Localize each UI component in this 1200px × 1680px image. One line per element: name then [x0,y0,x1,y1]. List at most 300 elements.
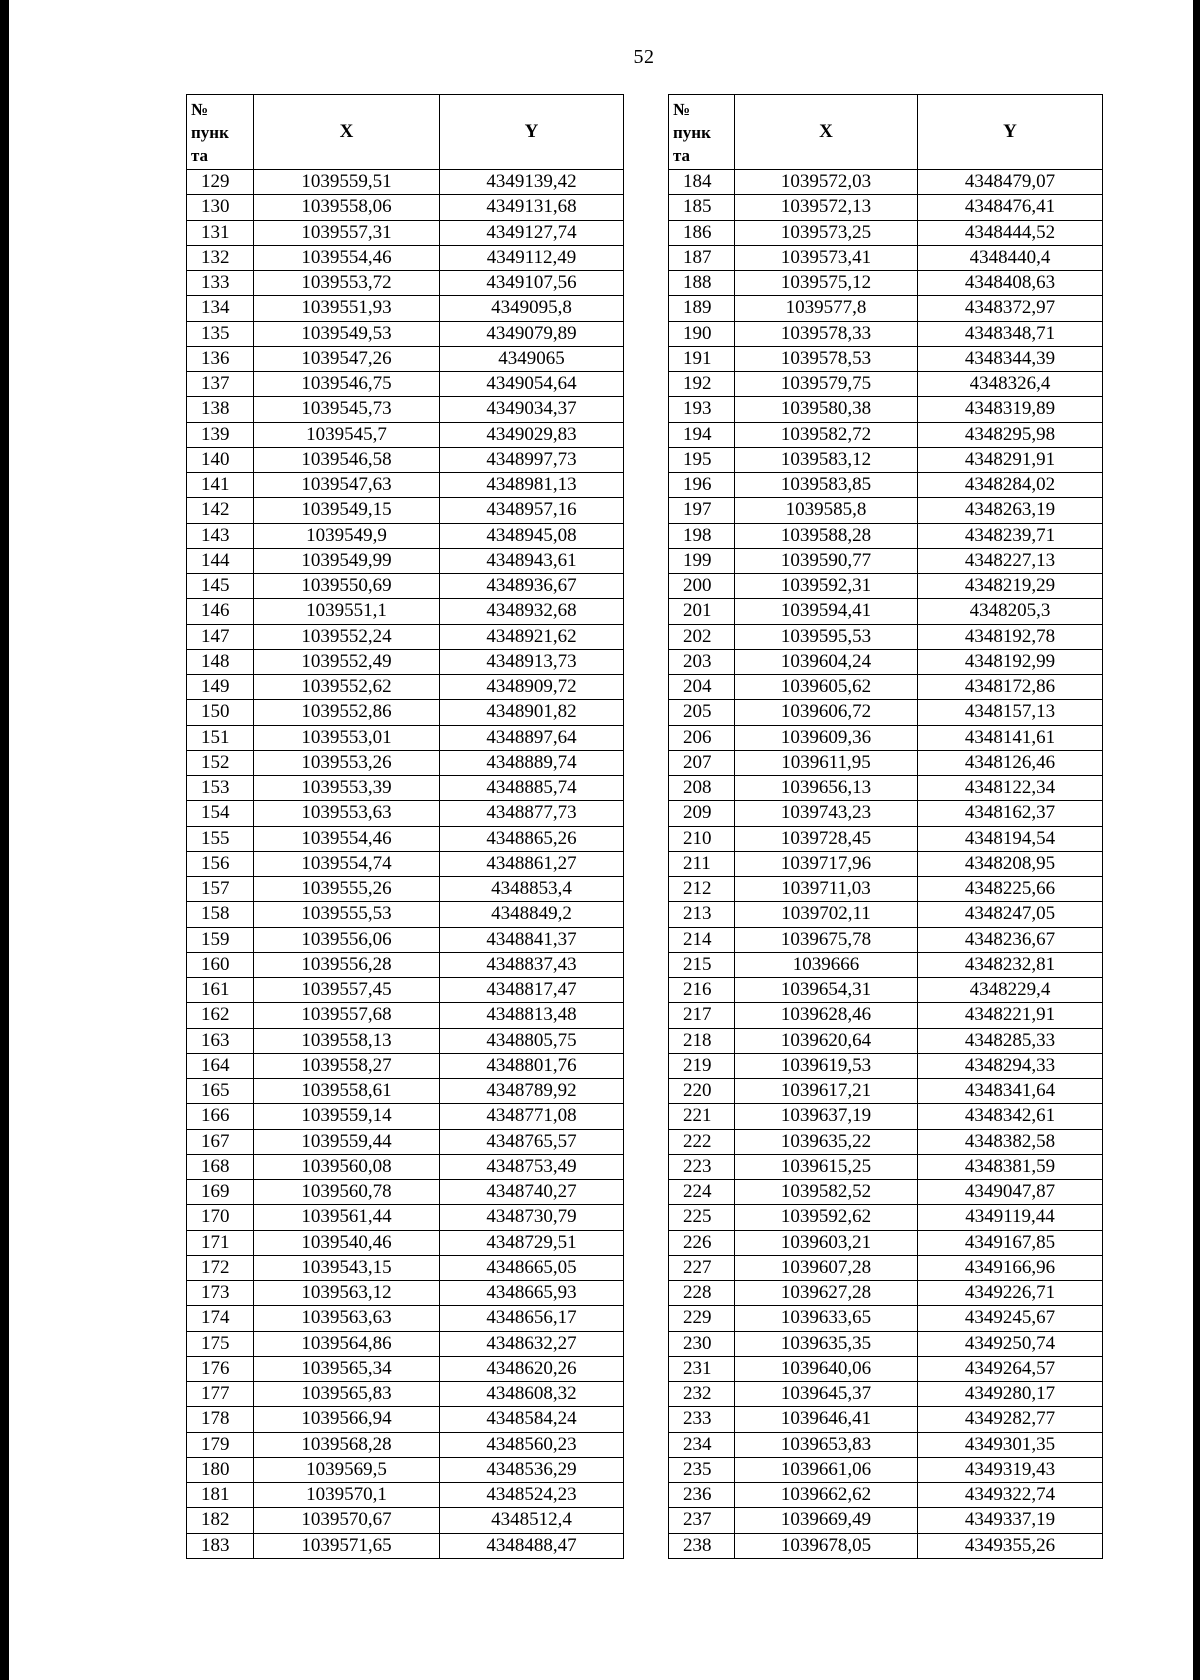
x-coordinate-cell: 1039620,64 [735,1028,918,1053]
y-coordinate-cell: 4348665,05 [440,1255,624,1280]
table-row [187,574,624,599]
y-column-header: Y [918,95,1103,170]
y-coordinate-cell: 4349131,68 [440,195,624,220]
x-coordinate-cell: 1039563,63 [254,1306,440,1331]
x-coordinate-cell: 1039553,63 [254,801,440,826]
header-num-sign: № [673,99,691,119]
point-number-cell: 154 [187,801,254,826]
scan-edge-left [0,0,9,1680]
y-coordinate-cell: 4349167,85 [918,1230,1103,1255]
y-coordinate-cell: 4348192,99 [918,649,1103,674]
table-row [669,321,1103,346]
y-coordinate-cell: 4348284,02 [918,473,1103,498]
table-row [669,599,1103,624]
table-row [187,1432,624,1457]
table-row [669,851,1103,876]
table-row [187,1382,624,1407]
point-number-cell: 142 [187,498,254,523]
y-coordinate-cell: 4348122,34 [918,776,1103,801]
y-coordinate-cell: 4348285,33 [918,1028,1103,1053]
x-coordinate-cell: 1039555,53 [254,902,440,927]
x-coordinate-cell: 1039565,34 [254,1356,440,1381]
x-coordinate-cell: 1039603,21 [735,1230,918,1255]
point-number-cell: 233 [669,1407,735,1432]
table-row [669,1306,1103,1331]
x-coordinate-cell: 1039556,28 [254,952,440,977]
point-number-cell: 196 [669,473,735,498]
y-coordinate-cell: 4348932,68 [440,599,624,624]
table-row [187,927,624,952]
y-coordinate-cell: 4348656,17 [440,1306,624,1331]
point-number-cell: 168 [187,1154,254,1179]
y-coordinate-cell: 4348488,47 [440,1533,624,1558]
x-coordinate-cell: 1039607,28 [735,1255,918,1280]
point-number-cell: 223 [669,1154,735,1179]
y-coordinate-cell: 4348236,67 [918,927,1103,952]
y-coordinate-cell: 4348342,61 [918,1104,1103,1129]
table-row [669,422,1103,447]
point-number-cell: 236 [669,1483,735,1508]
y-coordinate-cell: 4349245,67 [918,1306,1103,1331]
x-coordinate-cell: 1039549,9 [254,523,440,548]
table-row [669,877,1103,902]
coordinates-table-left [186,94,624,1559]
x-coordinate-cell: 1039551,1 [254,599,440,624]
y-coordinate-cell: 4348897,64 [440,725,624,750]
x-coordinate-cell: 1039552,86 [254,700,440,725]
point-number-cell: 210 [669,826,735,851]
x-coordinate-cell: 1039619,53 [735,1053,918,1078]
y-coordinate-cell: 4348227,13 [918,548,1103,573]
x-coordinate-cell: 1039575,12 [735,271,918,296]
point-number-cell: 227 [669,1255,735,1280]
table-row [669,574,1103,599]
y-coordinate-cell: 4348476,41 [918,195,1103,220]
y-coordinate-cell: 4349095,8 [440,296,624,321]
x-coordinate-cell: 1039592,31 [735,574,918,599]
point-number-cell: 234 [669,1432,735,1457]
point-number-cell: 144 [187,548,254,573]
y-coordinate-cell: 4348382,58 [918,1129,1103,1154]
x-coordinate-cell: 1039554,46 [254,245,440,270]
table-row [669,523,1103,548]
x-coordinate-cell: 1039558,61 [254,1079,440,1104]
x-coordinate-cell: 1039615,25 [735,1154,918,1179]
y-coordinate-cell: 4348841,37 [440,927,624,952]
table-row [187,1028,624,1053]
y-coordinate-cell: 4349355,26 [918,1533,1103,1558]
header-num-word-2: та [191,145,209,165]
point-number-cell: 129 [187,170,254,195]
x-coordinate-cell: 1039595,53 [735,624,918,649]
y-coordinate-cell: 4349301,35 [918,1432,1103,1457]
y-coordinate-cell: 4349139,42 [440,170,624,195]
point-number-cell: 165 [187,1079,254,1104]
y-coordinate-cell: 4348730,79 [440,1205,624,1230]
point-number-cell: 214 [669,927,735,952]
x-coordinate-cell: 1039578,53 [735,346,918,371]
x-coordinate-cell: 1039711,03 [735,877,918,902]
x-coordinate-cell: 1039606,72 [735,700,918,725]
table-row [187,877,624,902]
table-row [187,851,624,876]
x-coordinate-cell: 1039546,75 [254,372,440,397]
point-number-cell: 136 [187,346,254,371]
x-coordinate-cell: 1039556,06 [254,927,440,952]
point-number-cell: 133 [187,271,254,296]
point-number-cell: 219 [669,1053,735,1078]
x-coordinate-cell: 1039579,75 [735,372,918,397]
x-coordinate-cell: 1039557,31 [254,220,440,245]
x-coordinate-cell: 1039675,78 [735,927,918,952]
y-coordinate-cell: 4348560,23 [440,1432,624,1457]
point-number-cell: 188 [669,271,735,296]
table-row [669,776,1103,801]
table-row [187,952,624,977]
table-row [187,1053,624,1078]
x-coordinate-cell: 1039605,62 [735,675,918,700]
table-row [187,725,624,750]
y-coordinate-cell: 4349065 [440,346,624,371]
x-coordinate-cell: 1039550,69 [254,574,440,599]
table-row [669,1205,1103,1230]
x-coordinate-cell: 1039627,28 [735,1281,918,1306]
x-coordinate-cell: 1039557,45 [254,978,440,1003]
table-row [187,498,624,523]
table-row [669,1230,1103,1255]
y-coordinate-cell: 4348885,74 [440,776,624,801]
table-row [187,599,624,624]
y-coordinate-cell: 4348632,27 [440,1331,624,1356]
y-coordinate-cell: 4348239,71 [918,523,1103,548]
table-row [187,1180,624,1205]
point-number-cell: 137 [187,372,254,397]
x-coordinate-cell: 1039645,37 [735,1382,918,1407]
point-number-cell: 221 [669,1104,735,1129]
point-number-cell: 204 [669,675,735,700]
y-coordinate-cell: 4348901,82 [440,700,624,725]
x-coordinate-cell: 1039572,03 [735,170,918,195]
x-coordinate-cell: 1039554,74 [254,851,440,876]
x-coordinate-cell: 1039611,95 [735,750,918,775]
table-row [187,321,624,346]
point-number-cell: 190 [669,321,735,346]
point-number-cell: 208 [669,776,735,801]
y-coordinate-cell: 4348584,24 [440,1407,624,1432]
x-coordinate-cell: 1039669,49 [735,1508,918,1533]
point-number-cell: 141 [187,473,254,498]
table-row [669,801,1103,826]
point-number-cell: 149 [187,675,254,700]
y-coordinate-cell: 4348512,4 [440,1508,624,1533]
table-row [669,1079,1103,1104]
point-number-cell: 225 [669,1205,735,1230]
table-row [669,473,1103,498]
point-number-cell: 187 [669,245,735,270]
table-row [669,1356,1103,1381]
y-coordinate-cell: 4349119,44 [918,1205,1103,1230]
y-coordinate-cell: 4348813,48 [440,1003,624,1028]
table-row [187,1356,624,1381]
point-number-cell: 238 [669,1533,735,1558]
y-coordinate-cell: 4348877,73 [440,801,624,826]
x-coordinate-cell: 1039578,33 [735,321,918,346]
y-coordinate-cell: 4348232,81 [918,952,1103,977]
point-number-header [187,95,254,170]
table-row [669,826,1103,851]
point-number-cell: 156 [187,851,254,876]
x-coordinate-cell: 1039561,44 [254,1205,440,1230]
table-row [187,978,624,1003]
table-header-row [187,95,624,170]
x-coordinate-cell: 1039577,8 [735,296,918,321]
y-coordinate-cell: 4348909,72 [440,675,624,700]
x-coordinate-cell: 1039558,13 [254,1028,440,1053]
y-coordinate-cell: 4348524,23 [440,1483,624,1508]
point-number-cell: 237 [669,1508,735,1533]
table-row [669,1533,1103,1558]
point-number-cell: 160 [187,952,254,977]
table-row [669,927,1103,952]
x-coordinate-cell: 1039553,72 [254,271,440,296]
table-row [669,1129,1103,1154]
y-coordinate-cell: 4349322,74 [918,1483,1103,1508]
y-coordinate-cell: 4348294,33 [918,1053,1103,1078]
table-row [669,624,1103,649]
y-coordinate-cell: 4348344,39 [918,346,1103,371]
point-number-cell: 191 [669,346,735,371]
point-number-cell: 178 [187,1407,254,1432]
table-row [669,1407,1103,1432]
y-coordinate-cell: 4348381,59 [918,1154,1103,1179]
y-coordinate-cell: 4348608,32 [440,1382,624,1407]
y-coordinate-cell: 4348291,91 [918,447,1103,472]
table-row [669,1154,1103,1179]
x-coordinate-cell: 1039653,83 [735,1432,918,1457]
point-number-cell: 206 [669,725,735,750]
point-number-cell: 143 [187,523,254,548]
x-coordinate-cell: 1039717,96 [735,851,918,876]
point-number-cell: 163 [187,1028,254,1053]
table-row [187,649,624,674]
x-coordinate-cell: 1039568,28 [254,1432,440,1457]
y-coordinate-cell: 4348208,95 [918,851,1103,876]
point-number-cell: 235 [669,1457,735,1482]
point-number-cell: 164 [187,1053,254,1078]
table-row [669,750,1103,775]
table-row [669,1331,1103,1356]
y-coordinate-cell: 4349280,17 [918,1382,1103,1407]
x-coordinate-cell: 1039573,41 [735,245,918,270]
x-coordinate-cell: 1039678,05 [735,1533,918,1558]
x-coordinate-cell: 1039585,8 [735,498,918,523]
table-row [187,397,624,422]
x-coordinate-cell: 1039594,41 [735,599,918,624]
point-number-cell: 161 [187,978,254,1003]
x-coordinate-cell: 1039656,13 [735,776,918,801]
point-number-cell: 139 [187,422,254,447]
x-coordinate-cell: 1039551,93 [254,296,440,321]
x-coordinate-cell: 1039547,63 [254,473,440,498]
point-number-cell: 200 [669,574,735,599]
table-row [187,1483,624,1508]
point-number-cell: 181 [187,1483,254,1508]
point-number-cell: 157 [187,877,254,902]
point-number-cell: 134 [187,296,254,321]
table-row [187,1457,624,1482]
point-number-cell: 155 [187,826,254,851]
y-coordinate-cell: 4348805,75 [440,1028,624,1053]
y-coordinate-cell: 4348219,29 [918,574,1103,599]
point-number-cell: 226 [669,1230,735,1255]
point-number-cell: 167 [187,1129,254,1154]
x-coordinate-cell: 1039583,12 [735,447,918,472]
x-coordinate-cell: 1039666 [735,952,918,977]
point-number-cell: 186 [669,220,735,245]
x-coordinate-cell: 1039569,5 [254,1457,440,1482]
point-number-cell: 151 [187,725,254,750]
x-coordinate-cell: 1039564,86 [254,1331,440,1356]
y-coordinate-cell: 4348126,46 [918,750,1103,775]
table-row [187,296,624,321]
y-coordinate-cell: 4349319,43 [918,1457,1103,1482]
table-row [669,1483,1103,1508]
y-coordinate-cell: 4348849,2 [440,902,624,927]
x-coordinate-cell: 1039555,26 [254,877,440,902]
table-row [187,447,624,472]
point-number-cell: 216 [669,978,735,1003]
y-coordinate-cell: 4349282,77 [918,1407,1103,1432]
x-coordinate-cell: 1039565,83 [254,1382,440,1407]
table-row [669,498,1103,523]
table-row [669,447,1103,472]
y-coordinate-cell: 4348945,08 [440,523,624,548]
table-row [187,1255,624,1280]
y-coordinate-cell: 4348229,4 [918,978,1103,1003]
table-row [187,220,624,245]
x-coordinate-cell: 1039549,53 [254,321,440,346]
y-coordinate-cell: 4348921,62 [440,624,624,649]
y-coordinate-cell: 4348221,91 [918,1003,1103,1028]
y-coordinate-cell: 4349250,74 [918,1331,1103,1356]
y-coordinate-cell: 4349264,57 [918,1356,1103,1381]
x-coordinate-cell: 1039609,36 [735,725,918,750]
point-number-cell: 224 [669,1180,735,1205]
table-row [669,1457,1103,1482]
point-number-cell: 171 [187,1230,254,1255]
point-number-cell: 145 [187,574,254,599]
point-number-cell: 177 [187,1382,254,1407]
y-coordinate-cell: 4348889,74 [440,750,624,775]
x-coordinate-cell: 1039552,49 [254,649,440,674]
y-coordinate-cell: 4348444,52 [918,220,1103,245]
y-coordinate-cell: 4349226,71 [918,1281,1103,1306]
y-coordinate-cell: 4348740,27 [440,1180,624,1205]
table-row [187,473,624,498]
x-coordinate-cell: 1039559,14 [254,1104,440,1129]
x-coordinate-cell: 1039570,67 [254,1508,440,1533]
x-coordinate-cell: 1039654,31 [735,978,918,1003]
point-number-cell: 172 [187,1255,254,1280]
table-header-row [669,95,1103,170]
point-number-cell: 228 [669,1281,735,1306]
point-number-cell: 232 [669,1382,735,1407]
y-coordinate-cell: 4349107,56 [440,271,624,296]
table-row [187,170,624,195]
table-row [187,624,624,649]
y-coordinate-cell: 4348408,63 [918,271,1103,296]
table-row [187,245,624,270]
x-coordinate-cell: 1039547,26 [254,346,440,371]
table-row [187,1533,624,1558]
y-coordinate-cell: 4348981,13 [440,473,624,498]
point-number-cell: 173 [187,1281,254,1306]
x-coordinate-cell: 1039572,13 [735,195,918,220]
table-row [669,170,1103,195]
table-row [187,346,624,371]
table-row [187,1407,624,1432]
table-row [187,422,624,447]
y-coordinate-cell: 4349112,49 [440,245,624,270]
y-coordinate-cell: 4348957,16 [440,498,624,523]
table-row [187,700,624,725]
point-number-cell: 182 [187,1508,254,1533]
point-number-cell: 199 [669,548,735,573]
x-column-header: X [735,95,918,170]
point-number-cell: 175 [187,1331,254,1356]
table-row [669,296,1103,321]
x-coordinate-cell: 1039553,01 [254,725,440,750]
table-row [669,1028,1103,1053]
table-row [187,1104,624,1129]
point-number-cell: 140 [187,447,254,472]
y-coordinate-cell: 4348194,54 [918,826,1103,851]
y-coordinate-cell: 4348789,92 [440,1079,624,1104]
y-coordinate-cell: 4348837,43 [440,952,624,977]
table-row [187,1508,624,1533]
table-row [669,245,1103,270]
table-row [187,523,624,548]
point-number-cell: 229 [669,1306,735,1331]
y-coordinate-cell: 4348536,29 [440,1457,624,1482]
table-row [669,1382,1103,1407]
point-number-cell: 213 [669,902,735,927]
y-coordinate-cell: 4348247,05 [918,902,1103,927]
table-row [669,1281,1103,1306]
y-coordinate-cell: 4348943,61 [440,548,624,573]
table-row [669,195,1103,220]
table-row [669,952,1103,977]
point-number-cell: 202 [669,624,735,649]
x-coordinate-cell: 1039628,46 [735,1003,918,1028]
x-coordinate-cell: 1039702,11 [735,902,918,927]
x-coordinate-cell: 1039646,41 [735,1407,918,1432]
table-row [669,1255,1103,1280]
x-coordinate-cell: 1039545,7 [254,422,440,447]
x-coordinate-cell: 1039617,21 [735,1079,918,1104]
table-row [187,902,624,927]
table-row [187,801,624,826]
x-coordinate-cell: 1039604,24 [735,649,918,674]
point-number-cell: 231 [669,1356,735,1381]
point-number-cell: 147 [187,624,254,649]
header-num-word-1: пунк [673,122,711,142]
y-coordinate-cell: 4349034,37 [440,397,624,422]
x-coordinate-cell: 1039557,68 [254,1003,440,1028]
x-coordinate-cell: 1039549,99 [254,548,440,573]
x-coordinate-cell: 1039554,46 [254,826,440,851]
table-row [187,1154,624,1179]
